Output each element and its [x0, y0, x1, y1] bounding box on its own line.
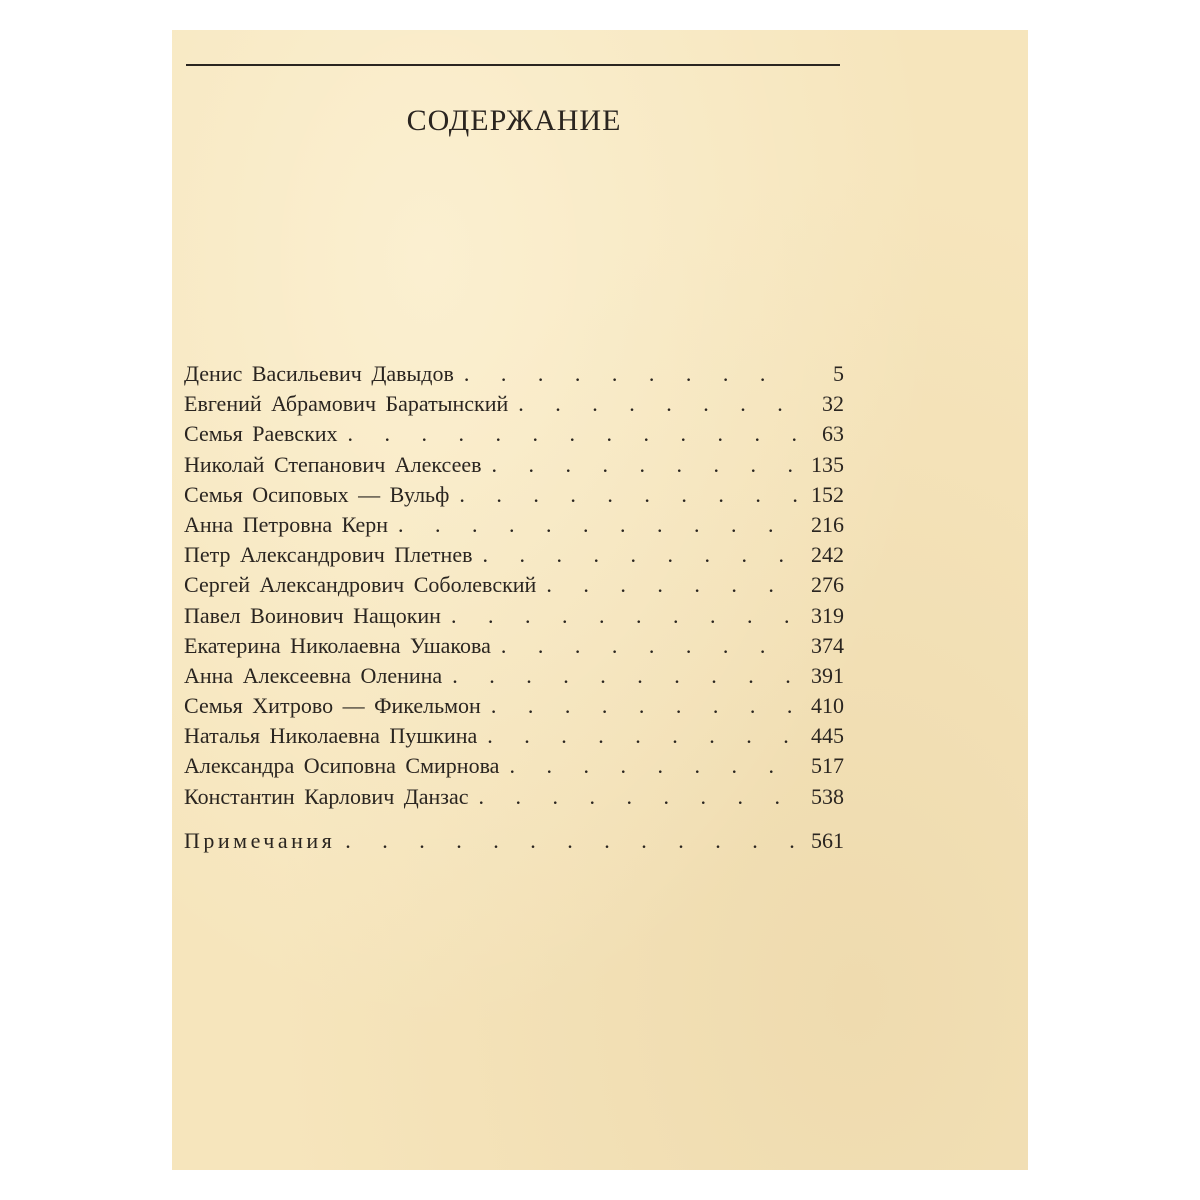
dot-leader	[345, 826, 798, 856]
toc-entry-page: 5	[833, 361, 844, 386]
toc-entry-page: 410	[811, 693, 844, 719]
dot-leader	[459, 480, 798, 510]
toc-entry-page: 319	[811, 602, 844, 628]
toc-entry-label: Семья Хитрово — Фикельмон	[184, 693, 481, 719]
toc-entry-page: 32	[822, 391, 844, 417]
toc-entry-label: Екатерина Николаевна Ушакова	[184, 632, 491, 658]
book-page	[172, 30, 1028, 1170]
dot-leader	[452, 661, 798, 691]
toc-entry-label: Петр Александрович Плетнев	[184, 542, 473, 568]
toc-entry	[184, 450, 844, 480]
toc-notes-page: 561	[811, 827, 844, 853]
dot-leader	[518, 389, 798, 419]
table-of-contents	[184, 359, 844, 856]
toc-entry-notes	[184, 826, 844, 856]
toc-entry-label: Анна Алексеевна Оленина	[184, 662, 443, 688]
toc-entry-label: Николай Степанович Алексеев	[184, 451, 482, 477]
dot-leader	[451, 601, 798, 631]
toc-entry-label: Семья Раевских	[184, 421, 338, 447]
toc-entry-label: Сергей Александрович Соболевский	[184, 572, 537, 598]
toc-entry	[184, 691, 844, 721]
dot-leader	[482, 540, 798, 570]
dot-leader	[501, 631, 798, 661]
toc-entry-page: 63	[822, 421, 844, 447]
toc-entry-page: 538	[811, 783, 844, 809]
dot-leader	[479, 782, 798, 812]
dot-leader	[546, 570, 798, 600]
toc-entry	[184, 480, 844, 510]
dot-leader	[491, 691, 798, 721]
toc-entry	[184, 661, 844, 691]
toc-entry-label: Евгений Абрамович Баратынский	[184, 391, 509, 417]
toc-entry-page: 152	[811, 481, 844, 507]
dot-leader	[348, 419, 798, 449]
toc-entry	[184, 359, 844, 389]
toc-entry	[184, 540, 844, 570]
dot-leader	[464, 359, 798, 389]
toc-entry-page: 135	[811, 451, 844, 477]
toc-entry-page: 445	[811, 723, 844, 749]
toc-entry	[184, 782, 844, 812]
toc-entry	[184, 751, 844, 781]
dot-leader	[509, 751, 798, 781]
dot-leader	[487, 721, 798, 751]
toc-entry-label: Константин Карлович Данзас	[184, 783, 469, 809]
toc-entry	[184, 721, 844, 751]
toc-entry-page: 276	[811, 572, 844, 598]
toc-entry-label: Денис Васильевич Давыдов	[184, 361, 454, 386]
dot-leader	[491, 450, 798, 480]
toc-entry-page: 216	[811, 511, 844, 537]
dot-leader	[398, 510, 798, 540]
toc-notes-label: Примечания	[184, 827, 336, 853]
toc-entry-page: 517	[811, 753, 844, 779]
toc-entry	[184, 419, 844, 449]
toc-entry	[184, 570, 844, 600]
top-rule	[186, 64, 840, 66]
toc-entry-page: 242	[811, 542, 844, 568]
toc-entry	[184, 601, 844, 631]
page-title: СОДЕРЖАНИЕ	[406, 104, 622, 137]
toc-entry	[184, 631, 844, 661]
toc-entry-label: Наталья Николаевна Пушкина	[184, 723, 478, 749]
toc-entry-page: 391	[811, 662, 844, 688]
toc-entry	[184, 510, 844, 540]
toc-entry-label: Анна Петровна Керн	[184, 511, 389, 537]
toc-entry-label: Павел Воинович Нащокин	[184, 602, 441, 628]
toc-entry-label: Александра Осиповна Смирнова	[184, 753, 500, 779]
toc-entry-label: Семья Осиповых — Вульф	[184, 481, 450, 507]
toc-entry	[184, 389, 844, 419]
toc-entry-page: 374	[811, 632, 844, 658]
